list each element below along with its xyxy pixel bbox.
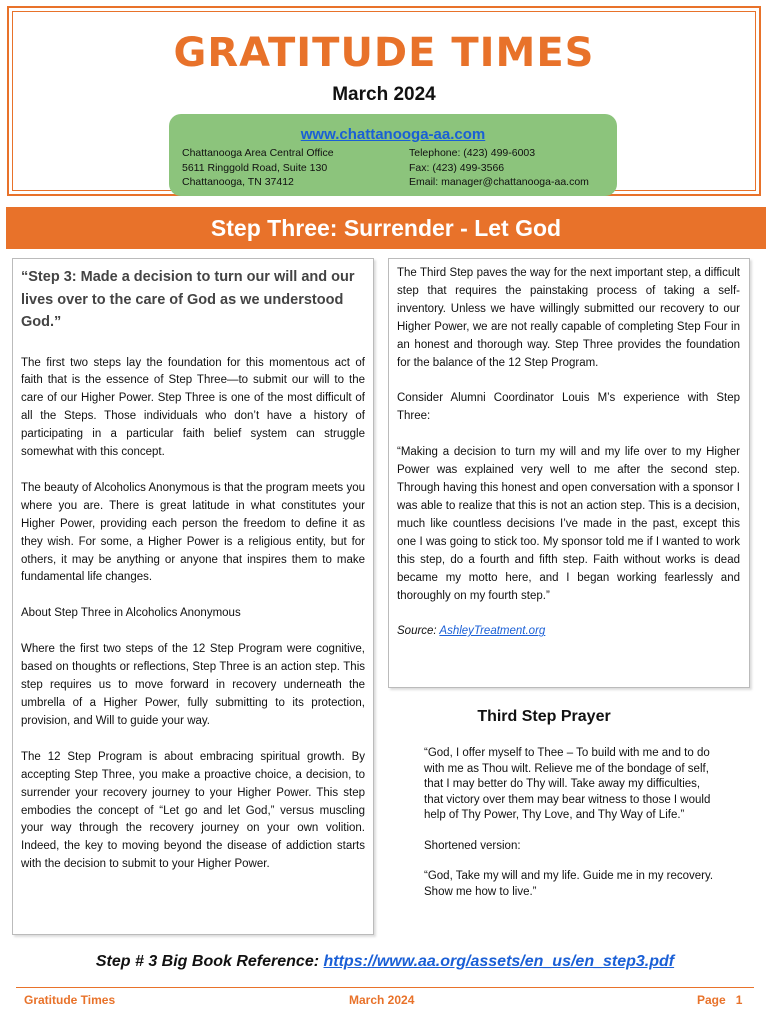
big-book-reference: [0, 953, 770, 971]
big-book-link[interactable]: https://www.aa.org/assets/en_us/en_step3.pdf: [323, 953, 675, 970]
footer-date: March 2024: [349, 993, 415, 1007]
footer-page: [697, 993, 742, 1007]
office-telephone: Telephone: (423) 499-6003: [409, 147, 536, 159]
website-link[interactable]: www.chattanooga-aa.com: [300, 126, 486, 143]
left-column: [12, 258, 374, 935]
prayer-text-block: [424, 746, 714, 915]
article-subheading: About Step Three in Alcoholics Anonymous: [21, 607, 241, 620]
source-link[interactable]: AshleyTreatment.org: [439, 625, 546, 638]
prayer-short-label: Shortened version:: [424, 839, 521, 852]
article-paragraph: The 12 Step Program is about embracing spiritual growth. By accepting Step Three, you make a proactive choice, a decision, to surrender your recovery journey to your Higher Power. This step embodies the concept of “Let go and let God,” versus muscling your way through the recovery journey on your own volition. Indeed, the key to moving beyond the disease of addiction starts with the decision to submit to your Higher Power.: [21, 750, 365, 871]
prayer-text: “God, I offer myself to Thee – To build with me and to do with me as Thou wilt. Relieve me of the bondage of self, that I may better do Thy will. Take away my difficulties, that victory over them may bear witness to those I would help of Thy Power, Thy Love, and Thy Way of Life.”: [424, 747, 711, 821]
office-name: Chattanooga Area Central Office: [182, 147, 334, 159]
footer-divider: [16, 987, 754, 988]
step-three-quote: “Step 3: Made a decision to turn our will and our lives over to the care of God as we understood God.”: [21, 269, 355, 330]
prayer-short-text: “God, Take my will and my life. Guide me in my recovery. Show me how to live.”: [424, 870, 714, 898]
footer-publication: Gratitude Times: [24, 993, 116, 1007]
article-paragraph: The beauty of Alcoholics Anonymous is that the program meets you where you are. There is great latitude in what constitutes your Higher Power, providing each person the freedom to define it as they wish. For some, a Higher Power is a religious entity, but for others, it may be anything or anyone that inspires them to make fundamental life changes.: [21, 481, 365, 584]
newsletter-title: GRATITUDE TIMES: [173, 30, 595, 76]
source-citation: [397, 623, 740, 641]
office-contacts: [409, 146, 589, 190]
office-fax: Fax: (423) 499-3566: [409, 161, 505, 174]
source-label: Source:: [397, 625, 440, 638]
office-address: [182, 146, 334, 190]
big-book-label: Step # 3 Big Book Reference:: [95, 953, 324, 970]
section-banner: Step Three: Surrender - Let God: [6, 207, 766, 249]
issue-date: March 2024: [332, 84, 436, 105]
contact-box: [169, 114, 617, 196]
footer-page-label: Page: [697, 993, 726, 1007]
footer-page-number: 1: [735, 993, 743, 1007]
article-paragraph: Consider Alumni Coordinator Louis M’s experience with Step Three:: [397, 392, 740, 423]
article-paragraph: Where the first two steps of the 12 Step Program were cognitive, based on thoughts or reflections, Step Three is an action step. This step requires us to move forward in recovery underneath the umbrella of a Higher Power, fully submitting to its protection, provision, and Will to guide your way.: [21, 643, 365, 727]
office-street: 5611 Ringgold Road, Suite 130: [182, 161, 328, 174]
prayer-heading: Third Step Prayer: [477, 708, 611, 725]
article-paragraph: The Third Step paves the way for the next important step, a difficult step that requires the painstaking process of taking a self-inventory. Unless we have willingly submitted our recovery to our Higher Power, we are not really capable of completing Step Four in an honest and thorough way. Step Three provides the foundation for the balance of the 12 Step Program.: [397, 267, 740, 369]
article-paragraph: The first two steps lay the foundation for this momentous act of faith that is the essence of Step Three—to submit our will to the care of our Higher Power. Step Three is one of the most difficult of all the Steps. Those individuals who don’t have a history of participating in a particular faith belief system can struggle somewhat with this concept.: [21, 356, 365, 459]
office-email[interactable]: Email: manager@chattanooga-aa.com: [409, 176, 589, 188]
testimonial-quote: “Making a decision to turn my will and my life over to my Higher Power was explained very well to me after the second step. Through having this honest and open conversation with a sponsor I was able to realize that this is not an action step. This is a decision, much like countless decisions I’ve made in the past, except this one I was going to stick too. My sponsor told me if I wanted to work this step, do a fourth and fifth step. Faith without works is dead became my motto here, and I began working fearlessly and thoroughly on my fourth step.”: [397, 446, 740, 602]
office-city: Chattanooga, TN 37412: [182, 176, 294, 188]
masthead: [7, 6, 761, 196]
right-column: [388, 258, 750, 688]
